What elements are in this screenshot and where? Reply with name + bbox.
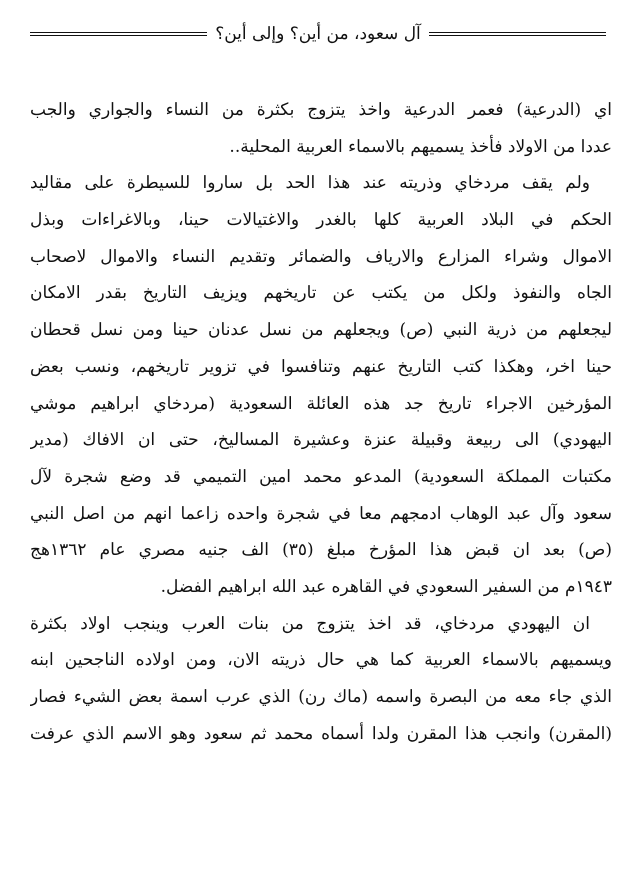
page-header bbox=[30, 14, 606, 54]
text-line: الذي جاء معه من البصرة واسمه (ماك رن) الذي عرب اسمة بعض الشيء فصار bbox=[30, 687, 612, 707]
text-line: اي (الدرعية) فعمر الدرعية واخذ يتزوج بكثرة من النساء والجواري والجب bbox=[30, 100, 612, 120]
header-rule-right bbox=[429, 32, 606, 36]
text-line: عددا من الاولاد فأخذ يسميهم بالاسماء العربية المحلية.. bbox=[229, 136, 612, 157]
text-line: ولم يقف مردخاي وذريته عند هذا الحد بل ساروا للسيطرة على مقاليد bbox=[30, 173, 590, 194]
text-line: الجاه والنفوذ ولكل من يكتب عن تاريخهم ويزيف التاريخ بقدر الامكان bbox=[30, 283, 612, 304]
text-line: اليهودي) الى ربيعة وقبيلة عنزة وعشيرة المساليخ، حتى ان الافاك (مدير bbox=[30, 430, 612, 451]
text-line: ١٩٤٣م من السفير السعودي في القاهره عبد الله ابراهيم الفضل. bbox=[160, 576, 612, 597]
text-line: الاموال وشراء المزارع والارياف والضمائر وتقديم النساء والاموال لاصحاب bbox=[30, 246, 612, 267]
page-body bbox=[30, 92, 612, 872]
text-line: المؤرخين الاجراء تاريخ جد هذه العائلة السعودية (مردخاي ابراهيم موشي bbox=[30, 393, 612, 414]
header-rule-left bbox=[30, 32, 207, 36]
text-line: ان اليهودي مردخاي، قد اخذ يتزوج من بنات العرب وينجب اولاد بكثرة bbox=[30, 613, 590, 634]
text-line: ليجعلهم من ذرية النبي (ص) ويجعلهم من نسل عدنان حينا ومن نسل قحطان bbox=[30, 320, 612, 341]
text-line: ويسميهم بالاسماء العربية كما هي حال ذريته الان، ومن اولاده الناجحين ابنه bbox=[30, 650, 612, 671]
page-title: آل سعود، من أين؟ وإلى أين؟ bbox=[215, 24, 421, 44]
text-line: سعود وآل عبد الوهاب ادمجهم معا في شجرة واحده زاعما انهم من اصل النبي bbox=[30, 503, 612, 524]
text-line: حينا اخر، وهكذا كتب التاريخ عنهم وتنافسوا في تزوير تاريخهم، ونسب بعض bbox=[30, 356, 612, 377]
text-line: الحكم في البلاد العربية كلها بالغدر والاغتيالات حينا، وبالاغراءات وبذل bbox=[30, 210, 612, 231]
text-line: (المقرن) وانجب هذا المقرن ولدا أسماه محمد ثم سعود وهو الاسم الذي عرفت bbox=[30, 723, 612, 744]
text-line: (ص) بعد ان قبض هذا المؤرخ مبلغ (٣٥) الف جنيه مصري عام ١٣٦٢هج bbox=[30, 540, 612, 561]
text-line: مكتبات المملكة السعودية) المدعو محمد امين التميمي قد وضع شجرة لآل bbox=[30, 466, 612, 487]
